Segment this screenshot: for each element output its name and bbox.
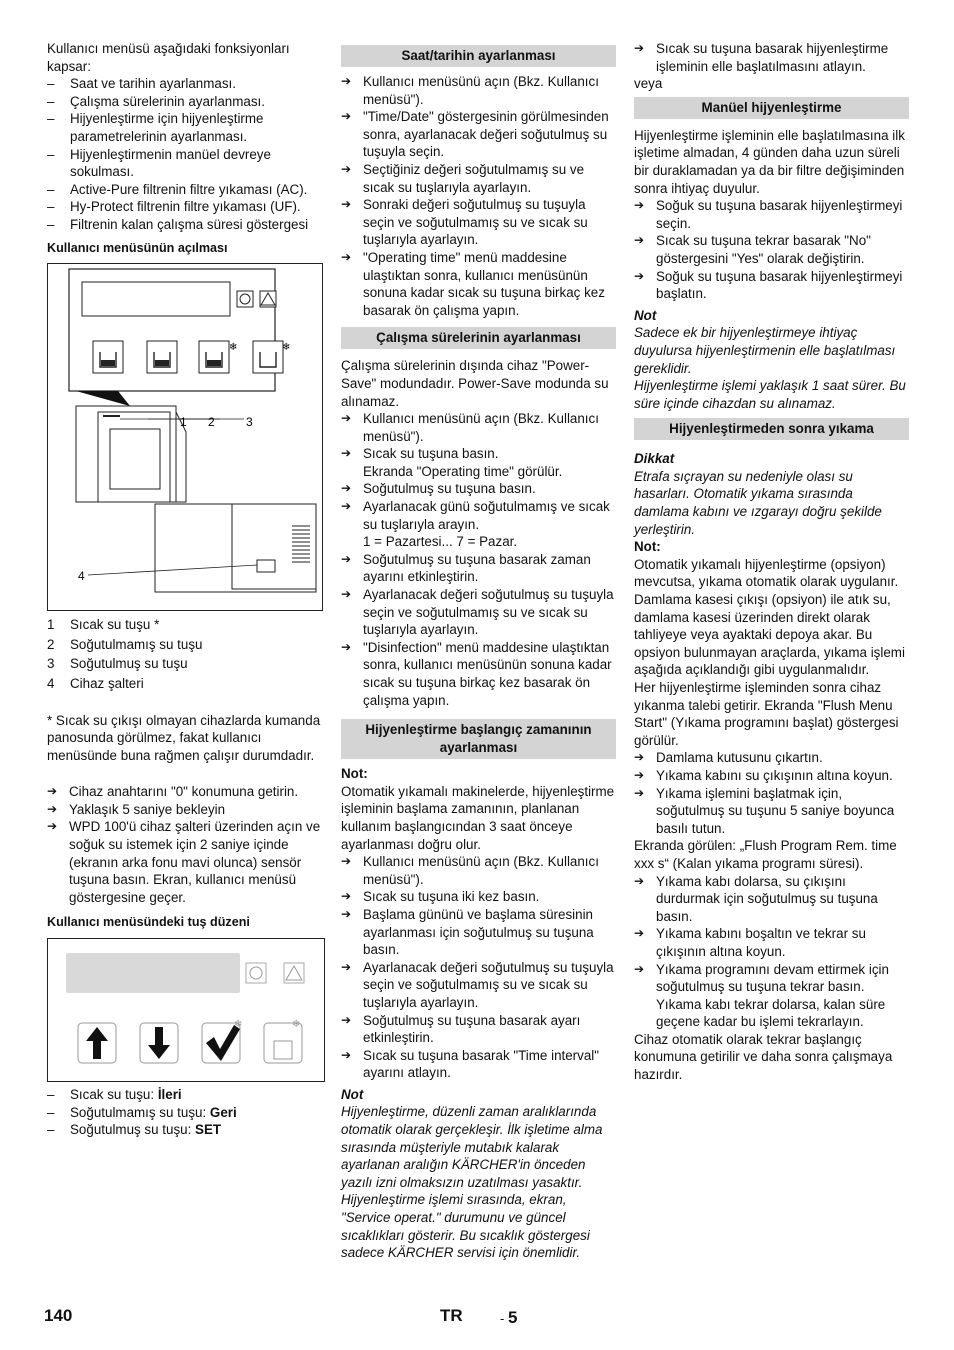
step: ➔ Soğutulmuş su tuşuna basın. (341, 480, 616, 498)
note-label: Not: (634, 539, 661, 555)
step: ➔ Soğuk su tuşuna basarak hijyenleştirmeyi başlatın. (634, 268, 909, 303)
step: ➔ "Time/Date" göstergesinin görülmesinden sonra, ayarlanacak değeri soğutulmuş su tuşuyla seçin. (341, 108, 616, 161)
step: ➔ WPD 100'ü cihaz şalteri üzerinden açın ve soğuk su istemek için 2 saniye içinde (ekranın arka fonu mavi olunca) sensör tuşuna basın. Ekran, kullanıcı menüsü göstergesine geçer. (47, 818, 323, 906)
step: ➔ Sonraki değeri soğutulmuş su tuşuyla seçin ve soğutulmamış su ve sıcak su tuşlarıyla ayarlayın. (341, 196, 616, 249)
step: ➔ "Disinfection" menü maddesine ulaştıktan sonra, kullanıcı menüsünün sonuna kadar sıcak su tuşuna birkaç kez basarak ön çalışma yapın. (341, 639, 616, 709)
step: ➔ Sıcak su tuşuna basın. (341, 445, 616, 463)
paragraph: Her hijyenleştirme işleminden sonra cihaz yıkanma talebi getirir. Ekranda "Flush Menu Start" (Yıkama programını başlat) göstergesi görülür. (634, 680, 899, 748)
caution-text: Etrafa sıçrayan su nedeniyle olası su hasarları. Otomatik yıkama sırasında damlama kabını ve ızgarayı doğru şekilde yerleştirin. (634, 468, 882, 537)
paragraph: veya (634, 76, 663, 92)
list-item: – Hijyenleştirme için hijyenleştirme parametrelerinin ayarlanması. (47, 110, 323, 145)
keys-heading: Kullanıcı menüsündeki tuş düzeni (47, 915, 250, 930)
paragraph: Cihaz otomatik olarak tekrar başlangıç konumuna getirilir ve daha sonra çalışmaya hazırdır. (634, 1031, 893, 1083)
column-2 (341, 40, 616, 1262)
list-item: – Çalışma sürelerinin ayarlanması. (47, 93, 323, 111)
column-3 (634, 40, 909, 1084)
not-text: Hijyenleştirme, düzenli zaman aralıklarında otomatik olarak gerçekleşir. İlk işletime alma sırasında müşteriyle mutabık kalarak ayarlanan aralığın KÄRCHER'in önceden yazılı izni olmaksızın uzatılması yasaktır. Hijyenleştirme işlemi sırasında, ekran, "Service operat." durumunu ve güncel sıcaklıkları gösterir. Bu sıcaklık göstergesi sadece KÄRCHER servisi için önemlidir. (341, 1104, 603, 1261)
step: ➔ Yıkama kabını su çıkışının altına koyun. (634, 767, 909, 785)
key-layout-illustration (48, 939, 324, 1081)
page-number: 140 (44, 1306, 73, 1325)
legend-item: 3 Soğutulmuş su tuşu (47, 656, 188, 672)
step: ➔ Sıcak su tuşuna tekrar basarak "No" göstergesini "Yes" olarak değiştirin. (634, 232, 909, 267)
key-item: – Soğutulmamış su tuşu: Geri (47, 1104, 323, 1122)
step: ➔ Ayarlanacak günü soğutulmamış ve sıcak su tuşlarıyla arayın. (341, 498, 616, 533)
step: ➔ Sıcak su tuşuna iki kez basın. (341, 888, 616, 906)
key-layout-figure (47, 938, 325, 1082)
legend-item: 4 Cihaz şalteri (47, 675, 144, 691)
section-number: - 5 (500, 1308, 518, 1327)
step: ➔ Damlama kutusunu çıkartın. (634, 749, 909, 767)
list-item: – Saat ve tarihin ayarlanması. (47, 75, 323, 93)
svg-text:❄: ❄ (234, 1019, 243, 1031)
svg-text:❄: ❄ (292, 1019, 301, 1031)
section-heading-work-times: Çalışma sürelerinin ayarlanması (341, 327, 616, 349)
step: ➔ Yıkama programını devam ettirmek için soğutulmuş su tuşuna tekrar basın. Yıkama kabı tekrar dolarsa, kalan süre geçene kadar bu işlemi tekrarlayın. (634, 961, 909, 1031)
legend-item: 2 Soğutulmamış su tuşu (47, 636, 203, 652)
footnote: * Sıcak su çıkışı olmayan cihazlarda kumanda panosunda görülmez, fakat kullanıcı menüsünde buna rağmen çalışır durumdadır. (47, 712, 321, 763)
step: ➔ Sıcak su tuşuna basarak hijyenleştirme işleminin elle başlatılmasını atlayın. (634, 40, 909, 75)
not-text: Hijyenleştirme işlemi yaklaşık 1 saat sürer. Bu süre içinde cihazdan su alınamaz. (634, 378, 906, 411)
step: ➔ Sıcak su tuşuna basarak "Time interval" ayarını atlayın. (341, 1047, 616, 1082)
list-item: – Hijyenleştirmenin manüel devreye sokulması. (47, 146, 323, 181)
step: ➔ Yaklaşık 5 saniye bekleyin (47, 801, 323, 819)
intro-text: Kullanıcı menüsü aşağıdaki fonksiyonları kapsar: (47, 41, 290, 74)
caution-label: Dikkat (634, 451, 675, 467)
step: ➔ Yıkama işlemini başlatmak için, soğutulmuş su tuşunu 5 saniye boyunca basılı tutun. (634, 785, 909, 838)
step: ➔ Kullanıcı menüsünü açın (Bkz. Kullanıcı menüsü"). (341, 73, 616, 108)
paragraph: 1 = Pazartesi... 7 = Pazar. (363, 534, 518, 550)
callout-label: 4 (78, 569, 85, 584)
list-item: – Active-Pure filtrenin filtre yıkaması (AC). (47, 181, 323, 199)
not-text: Sadece ek bir hijyenleştirmeye ihtiyaç duyulursa hijyenleştirmenin elle başlatılması gereklidir. (634, 325, 896, 376)
legend-item: 1 Sıcak su tuşu * (47, 617, 160, 633)
step: ➔ Seçtiğiniz değeri soğutulmamış su ve sıcak su tuşlarıyla ayarlayın. (341, 161, 616, 196)
step: ➔ "Operating time" menü maddesine ulaştıktan sonra, kullanıcı menüsünün sonuna kadar sıcak su tuşuna birkaç kez basarak ön çalışma yapın. (341, 249, 616, 319)
list-item: – Hy-Protect filtrenin filtre yıkaması (UF). (47, 198, 323, 216)
column-1 (47, 40, 323, 1139)
step: ➔ Soğutulmuş su tuşuna basarak ayarı etkinleştirin. (341, 1012, 616, 1047)
callout-label: 1 (180, 415, 187, 430)
step: ➔ Başlama gününü ve başlama süresinin ayarlanması için soğutulmuş su tuşuna basın. (341, 906, 616, 959)
language-code: TR (440, 1306, 463, 1325)
key-item: – Soğutulmuş su tuşu: SET (47, 1121, 323, 1139)
open-menu-heading: Kullanıcı menüsünün açılması (47, 240, 228, 255)
paragraph: Ekranda "Operating time" görülür. (363, 463, 563, 479)
section-heading-manual: Manüel hijyenleştirme (634, 97, 909, 119)
control-panel-figure (47, 263, 323, 611)
key-item: – Sıcak su tuşu: İleri (47, 1086, 323, 1104)
section-heading-time-date: Saat/tarihin ayarlanması (341, 45, 616, 67)
paragraph: Ekranda görülen: „Flush Program Rem. time xxx s“ (Kalan yıkama programı süresi). (634, 838, 897, 871)
legend-list (47, 616, 323, 692)
control-panel-illustration (48, 264, 322, 610)
section-heading-start-time: Hijyenleştirme başlangıç zamanının ayarlanması (341, 719, 616, 759)
step: ➔ Ayarlanacak değeri soğutulmuş su tuşuyla seçin ve soğutulmamış su ve sıcak su tuşlarıyla ayarlayın. (341, 959, 616, 1012)
list-item: – Filtrenin kalan çalışma süresi göstergesi (47, 216, 323, 234)
note-text: Otomatik yıkamalı hijyenleştirme (opsiyon) mevcutsa, yıkama otomatik olarak uygulanır. Damlama kasesi çıkışı (opsiyon) ile atık su, damlama kasesi üzerinden direkt olarak tahliyeye veya ayaktaki depoya akar. Bu opsiyon bulunmayan araçlarda, yıkama işlemi aşağıda açıklandığı gibi uygulanmalıdır. (634, 556, 905, 678)
svg-text:❄: ❄ (282, 342, 291, 354)
not-label: Not (341, 1086, 364, 1102)
section-heading-rinse: Hijyenleştirmeden sonra yıkama (634, 418, 909, 440)
paragraph: Çalışma sürelerinin dışında cihaz "Power-Save" modundadır. Power-Save modunda su alınamaz. (341, 358, 609, 409)
step: ➔ Yıkama kabını boşaltın ve tekrar su çıkışının altına koyun. (634, 925, 909, 960)
step: ➔ Ayarlanacak değeri soğutulmuş su tuşuyla seçin ve soğutulmamış su ve sıcak su tuşlarıyla ayarlayın. (341, 586, 616, 639)
note-label: Not: (341, 766, 368, 782)
paragraph: Hijyenleştirme işleminin elle başlatılmasına ilk işletime almadan, 4 günden daha uzun süreli bir duraklamadan ya da bir filtre değişiminden sonra ihtiyaç duyulur. (634, 127, 905, 196)
step: ➔ Yıkama kabı dolarsa, su çıkışını durdurmak için soğutulmuş su tuşuna basın. (634, 873, 909, 926)
callout-label: 2 (208, 415, 215, 430)
step: ➔ Cihaz anahtarını "0" konumuna getirin. (47, 783, 323, 801)
note-text: Otomatik yıkamalı makinelerde, hijyenleştirme işleminin başlama zamanının, planlanan kullanım başlangıcından 3 saat önceye ayarlanması doğru olur. (341, 783, 615, 852)
function-list (47, 75, 323, 233)
step: ➔ Kullanıcı menüsünü açın (Bkz. Kullanıcı menüsü"). (341, 853, 616, 888)
step: ➔ Soğuk su tuşuna basarak hijyenleştirmeyi seçin. (634, 197, 909, 232)
callout-label: 3 (246, 415, 253, 430)
svg-text:❄: ❄ (229, 342, 238, 354)
not-label: Not (634, 307, 657, 323)
step: ➔ Kullanıcı menüsünü açın (Bkz. Kullanıcı menüsü"). (341, 410, 616, 445)
step: ➔ Soğutulmuş su tuşuna basarak zaman ayarını etkinleştirin. (341, 551, 616, 586)
